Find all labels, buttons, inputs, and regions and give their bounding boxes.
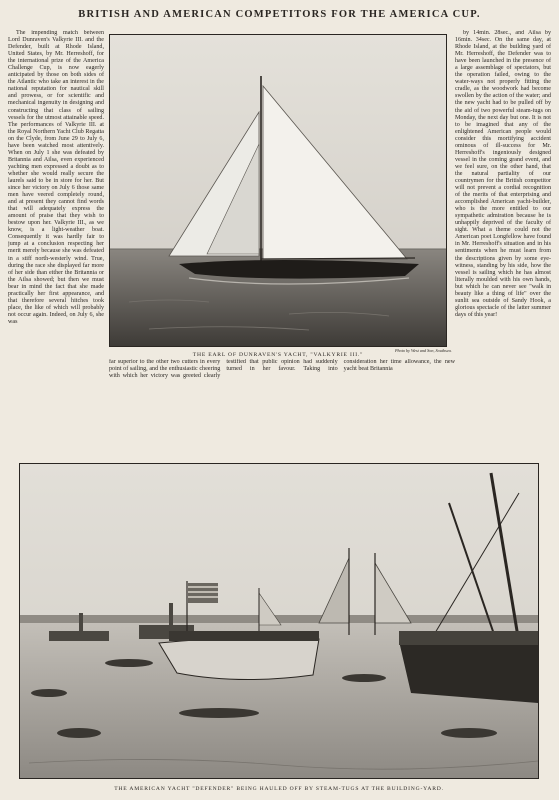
article-text-left: The impending match between Lord Dunraven's Valkyrie III. and the Defender, built at Rhode Island, United States, by Mr. Herreshoff, for the international prize of the America Challenge Cup, is now eagerly anticipated by those on both sides of the Atlantic who take an interest in the national reputation for nautical skill and prowess, or for scientific and mechanical ingenuity in designing and constructing that class of sailing vessels for the utmost attainable speed. The performances of Valkyrie III. at the Royal Northern Yacht Club Regatta on the Clyde, from June 29 to July 6, have been watched most attentively. When on July 1 she was defeated by Britannia and Ailsa, even experienced yachting men expressed a doubt as to whether she would really secure the laurels said to be in store for her. But since her victory on July 6 those same men have veered completely round, and at present they cannot find words that will adequately express the amount of praise that they wish to bestow upon her. Valkyrie III., as we know, is a light-weather boat. Consequently it was hardly fair to jump at a conclusion respecting her merit merely because she was defeated in a stiff north-westerly wind. True, during the race she displayed far more of her side than either the Britannia or the Ailsa showed; but then we must bear in mind the fact that she made practically her first appearance, and that therefore several hitches took place, the like of which will probably not occur again. Indeed, on July 6, she was (8, 30, 104, 325)
hull (179, 260, 419, 279)
defender-hull (159, 638, 319, 680)
photo-credit: Photo by West and Son, Southsea. (395, 348, 452, 353)
article-text-middle: far superior to the other two cutters in every point of sailing, and the enthusiastic cheering with which her victory was greeted clearly testified that public opinion had suddenly turned in her favour. Taking into consideration her time allowance, the new yacht beat Britannia (109, 359, 455, 380)
defender-illustration (19, 463, 539, 779)
crowd-on-deck (169, 631, 319, 641)
valkyrie-illustration (109, 34, 447, 347)
page-headline: BRITISH AND AMERICAN COMPETITORS FOR THE AMERICA CUP. (78, 9, 481, 20)
defender-caption: THE AMERICAN YACHT "DEFENDER" BEING HAULED OFF BY STEAM-TUGS AT THE BUILDING-YARD. (114, 786, 444, 792)
valkyrie-photo (109, 34, 447, 347)
valkyrie-caption: THE EARL OF DUNRAVEN'S YACHT, "VALKYRIE III." (192, 352, 364, 358)
article-column-left (8, 30, 104, 467)
defender-photo (19, 463, 539, 779)
article-column-right (455, 30, 551, 467)
article-text-bottom (109, 359, 455, 411)
article-text-right: by 14min. 28sec., and Ailsa by 16min. 34sec. On the same day, at Rhode Island, at the building yard of Mr. Herreshoff, the Defender was to have been launched in the presence of a large assemblage of spectators, but the operation failed, owing to the water-ways not properly fitting the cradle, as the woodwork had become swollen by the action of the water; and the new yacht had to be pulled off by the aid of two powerful steam-tugs on Monday, the next day but one. It is not to be imagined that any of the enlightened American people would consider this mortifying accident ominous of ill-success for Mr. Herreshoff's ingeniously designed vessel in the coming grand event, and we feel sure, on the other hand, that the natural partiality of our countrymen for the British competitor will not prevent a cordial recognition of the merits of that enterprising and accomplished American yacht-builder, who is the more entitled to our sympathetic admiration because he is unhappily deprived of the faculty of sight. What a theme could not the American poet Longfellow have found in Mr. Herreshoff's situation and in his sentiments when he must learn from the descriptions given by some eye-witness, standing by his side, how the vessel is sailing which he has almost literally moulded with his own hands, but which he can never see "walk in beauty like a thing of life" over the sunlit sea outside of Sandy Hook, a glorious spectacle of the latter summer days of this year! (455, 30, 551, 318)
